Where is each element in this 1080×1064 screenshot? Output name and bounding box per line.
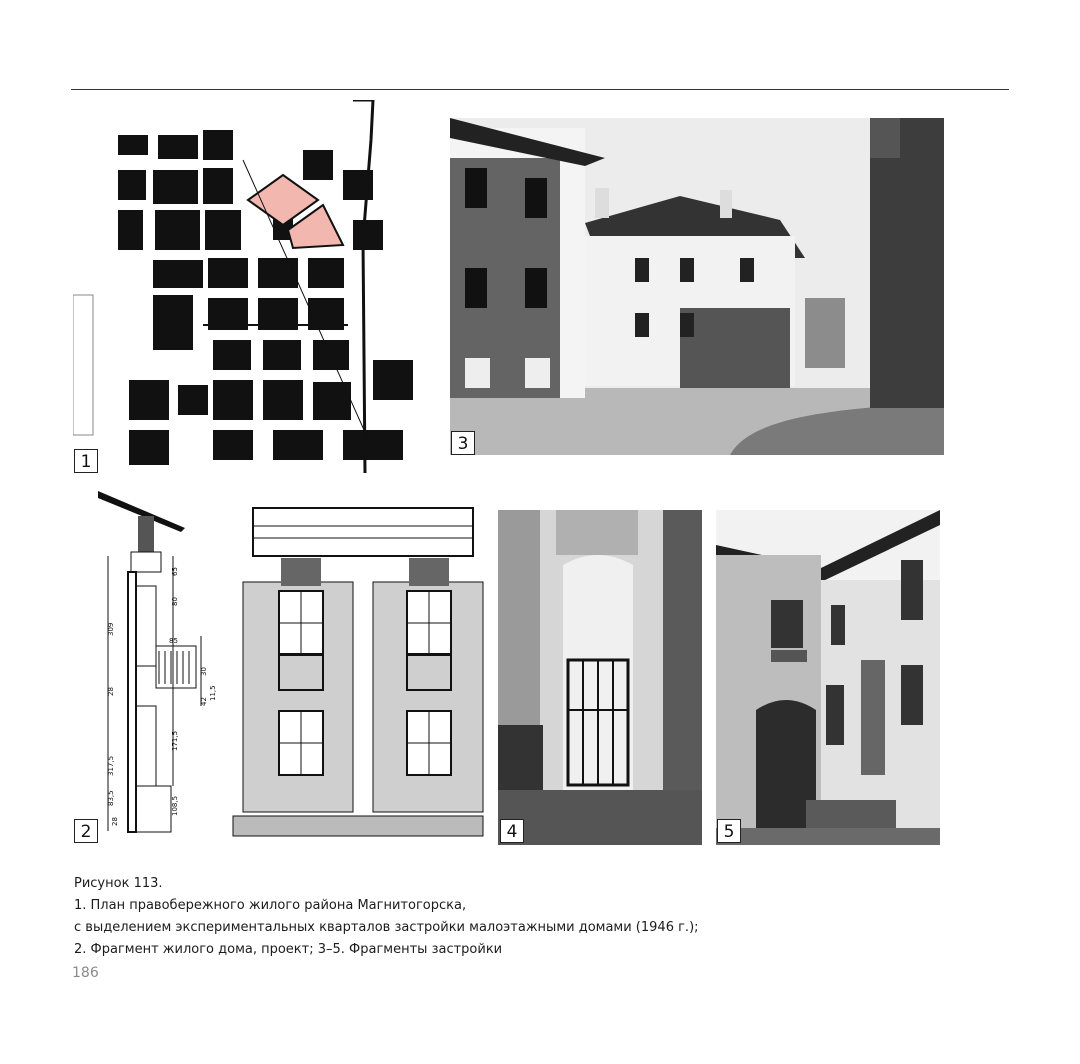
city-plan-drawing	[73, 100, 442, 473]
dim-label: 28	[107, 687, 115, 696]
dim-label: 42	[200, 697, 208, 706]
figure-2-drawings	[73, 486, 485, 843]
dim-label: 317,5	[107, 755, 115, 776]
dim-label: 11,5	[209, 685, 217, 701]
figure-5-badge: 5	[717, 819, 741, 843]
dim-label: 28	[111, 817, 119, 826]
caption-line-2: с выделением экспериментальных кварталов застройки малоэтажными домами (1946 г.);	[74, 920, 699, 935]
figure-3-badge: 3	[451, 431, 475, 455]
courtyard-photo-drawing	[716, 510, 940, 845]
top-rule	[71, 89, 1009, 90]
dim-label: 171,5	[171, 730, 179, 751]
gate-photo-drawing	[498, 510, 702, 845]
page-number: 186	[72, 965, 99, 981]
dim-label: 80	[171, 597, 179, 606]
street-photo-drawing	[450, 118, 944, 455]
dim-label: 85	[169, 637, 178, 645]
dim-label: 65	[171, 567, 179, 576]
figure-caption	[74, 873, 699, 961]
dim-label: 30	[200, 667, 208, 676]
figure-4-gate-photo	[498, 510, 702, 845]
caption-line-1: 1. План правобережного жилого района Магнитогорска,	[74, 898, 467, 913]
figure-2-badge: 2	[74, 819, 98, 843]
figure-1-badge: 1	[74, 449, 98, 473]
figure-3-street-photo	[450, 118, 944, 455]
dim-label: 83,5	[107, 790, 115, 806]
figure-1-city-plan	[73, 100, 442, 473]
caption-title: Рисунок 113.	[74, 876, 163, 891]
drawings-svg	[73, 486, 485, 843]
caption-line-3: 2. Фрагмент жилого дома, проект; 3–5. Фрагменты застройки	[74, 942, 503, 957]
dim-label: 309	[107, 622, 115, 636]
figure-5-courtyard-photo	[716, 510, 940, 845]
dim-label: 108,5	[171, 795, 179, 816]
figure-4-badge: 4	[500, 819, 524, 843]
